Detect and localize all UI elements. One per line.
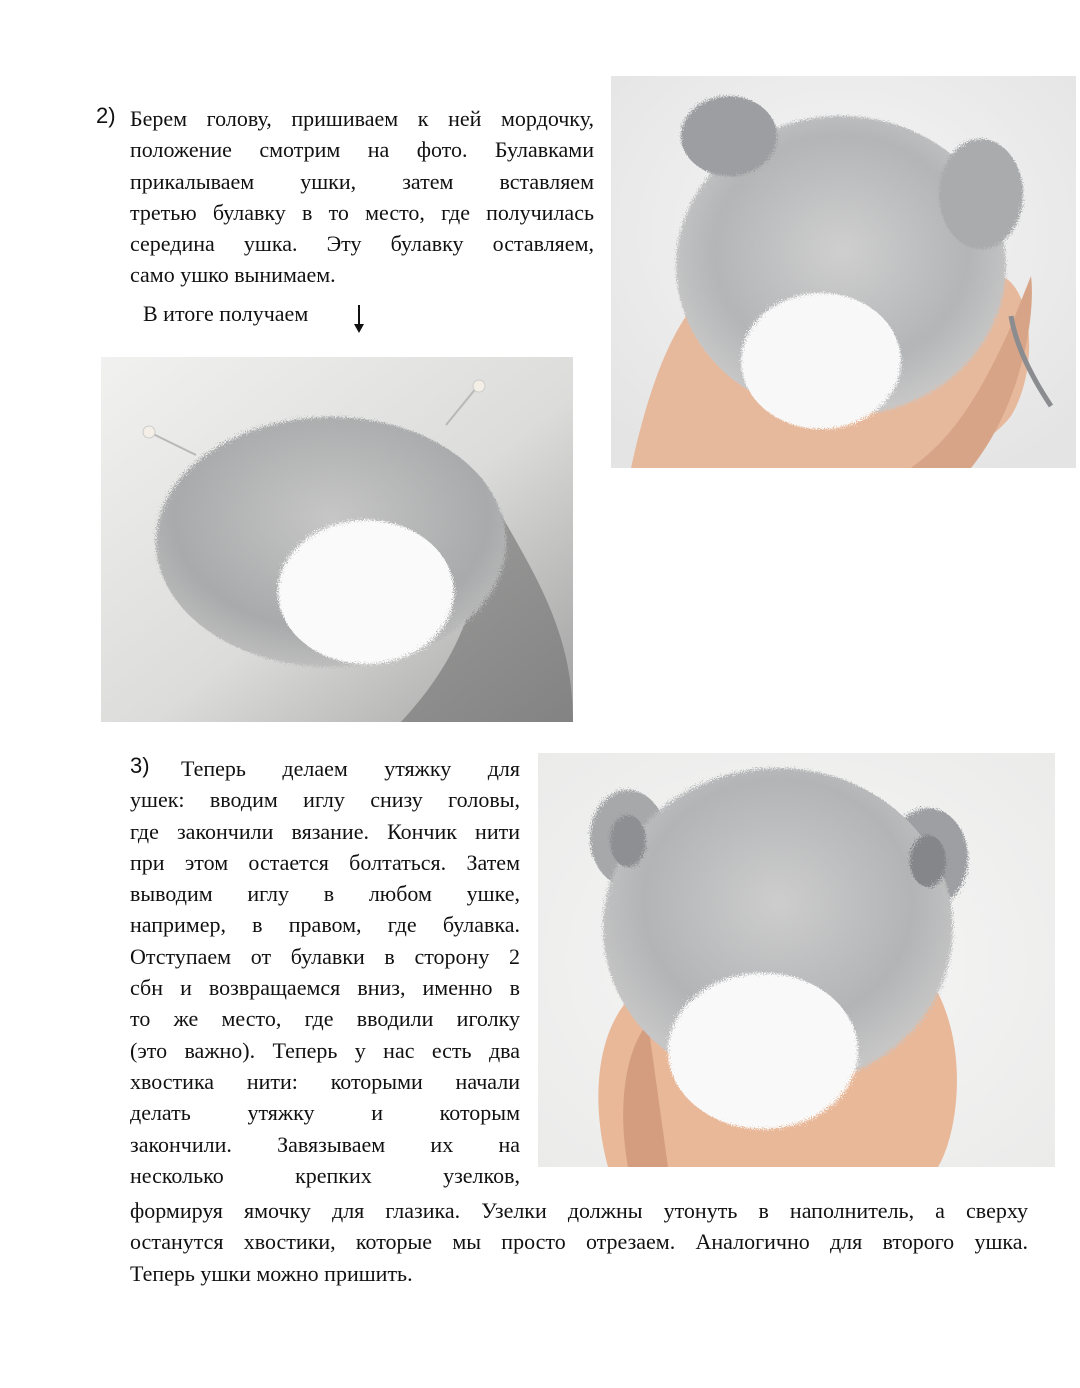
step-2-number: 2) — [96, 103, 116, 128]
step-3-line: где закончили вязание. Кончик нити — [130, 818, 520, 844]
step-3-line: закончили. Завязываем их на — [130, 1131, 520, 1157]
step-3-line: останутся хвостики, которые мы просто отрезаем. Аналогично для второго ушка. — [130, 1229, 1028, 1255]
down-arrow-icon — [351, 304, 367, 334]
step-3-line: выводим иглу в любом ушке, — [130, 881, 520, 907]
step-2-line: середина ушка. Эту булавку оставляем, — [130, 231, 594, 257]
step-3-line: то же место, где вводили иголку — [130, 1006, 520, 1032]
step-3-line: хвостика нити: которыми начали — [130, 1068, 520, 1094]
step-3-line: ушек: вводим иглу снизу головы, — [130, 787, 520, 813]
step-3-text — [130, 753, 520, 1191]
step-3-line: формируя ямочку для глазика. Узелки должны утонуть в наполнитель, а сверху — [130, 1198, 1028, 1223]
result-label: В итоге получаем — [143, 301, 309, 326]
step-2-line: третью булавку в то место, где получилась — [130, 199, 594, 225]
step-3-line: Теперь ушки можно пришить. — [130, 1260, 413, 1286]
step-3-line: несколько крепких узелков, — [130, 1162, 520, 1188]
step-3-line: при этом остается болтаться. Затем — [130, 849, 520, 875]
step-3-line: сбн и возвращаемся вниз, именно в — [130, 975, 520, 1001]
step-3-line: например, в правом, где булавка. — [130, 912, 520, 938]
step-2-text — [130, 103, 594, 291]
step-3-line: Теперь делаем утяжку для — [181, 756, 520, 781]
photo-head-with-ears-front — [538, 753, 1055, 1167]
step-2-line: само ушко вынимаем. — [130, 262, 336, 288]
step-2-line: Берем голову, пришиваем к ней мордочку, — [130, 106, 594, 131]
step-3-text-continued — [130, 1195, 1028, 1289]
step-3-line: (это важно). Теперь у нас есть два — [130, 1037, 520, 1063]
step-2-line: прикалываем ушки, затем вставляем — [130, 168, 594, 194]
photo-head-in-hand-side — [611, 76, 1076, 468]
step-3-number: 3) — [130, 753, 150, 778]
step-2-line: положение смотрим на фото. Булавками — [130, 137, 594, 163]
photo-head-with-pins — [101, 357, 573, 722]
step-3-line: делать утяжку и которым — [130, 1100, 520, 1126]
step-3-line: Отступаем от булавки в сторону 2 — [130, 943, 520, 969]
